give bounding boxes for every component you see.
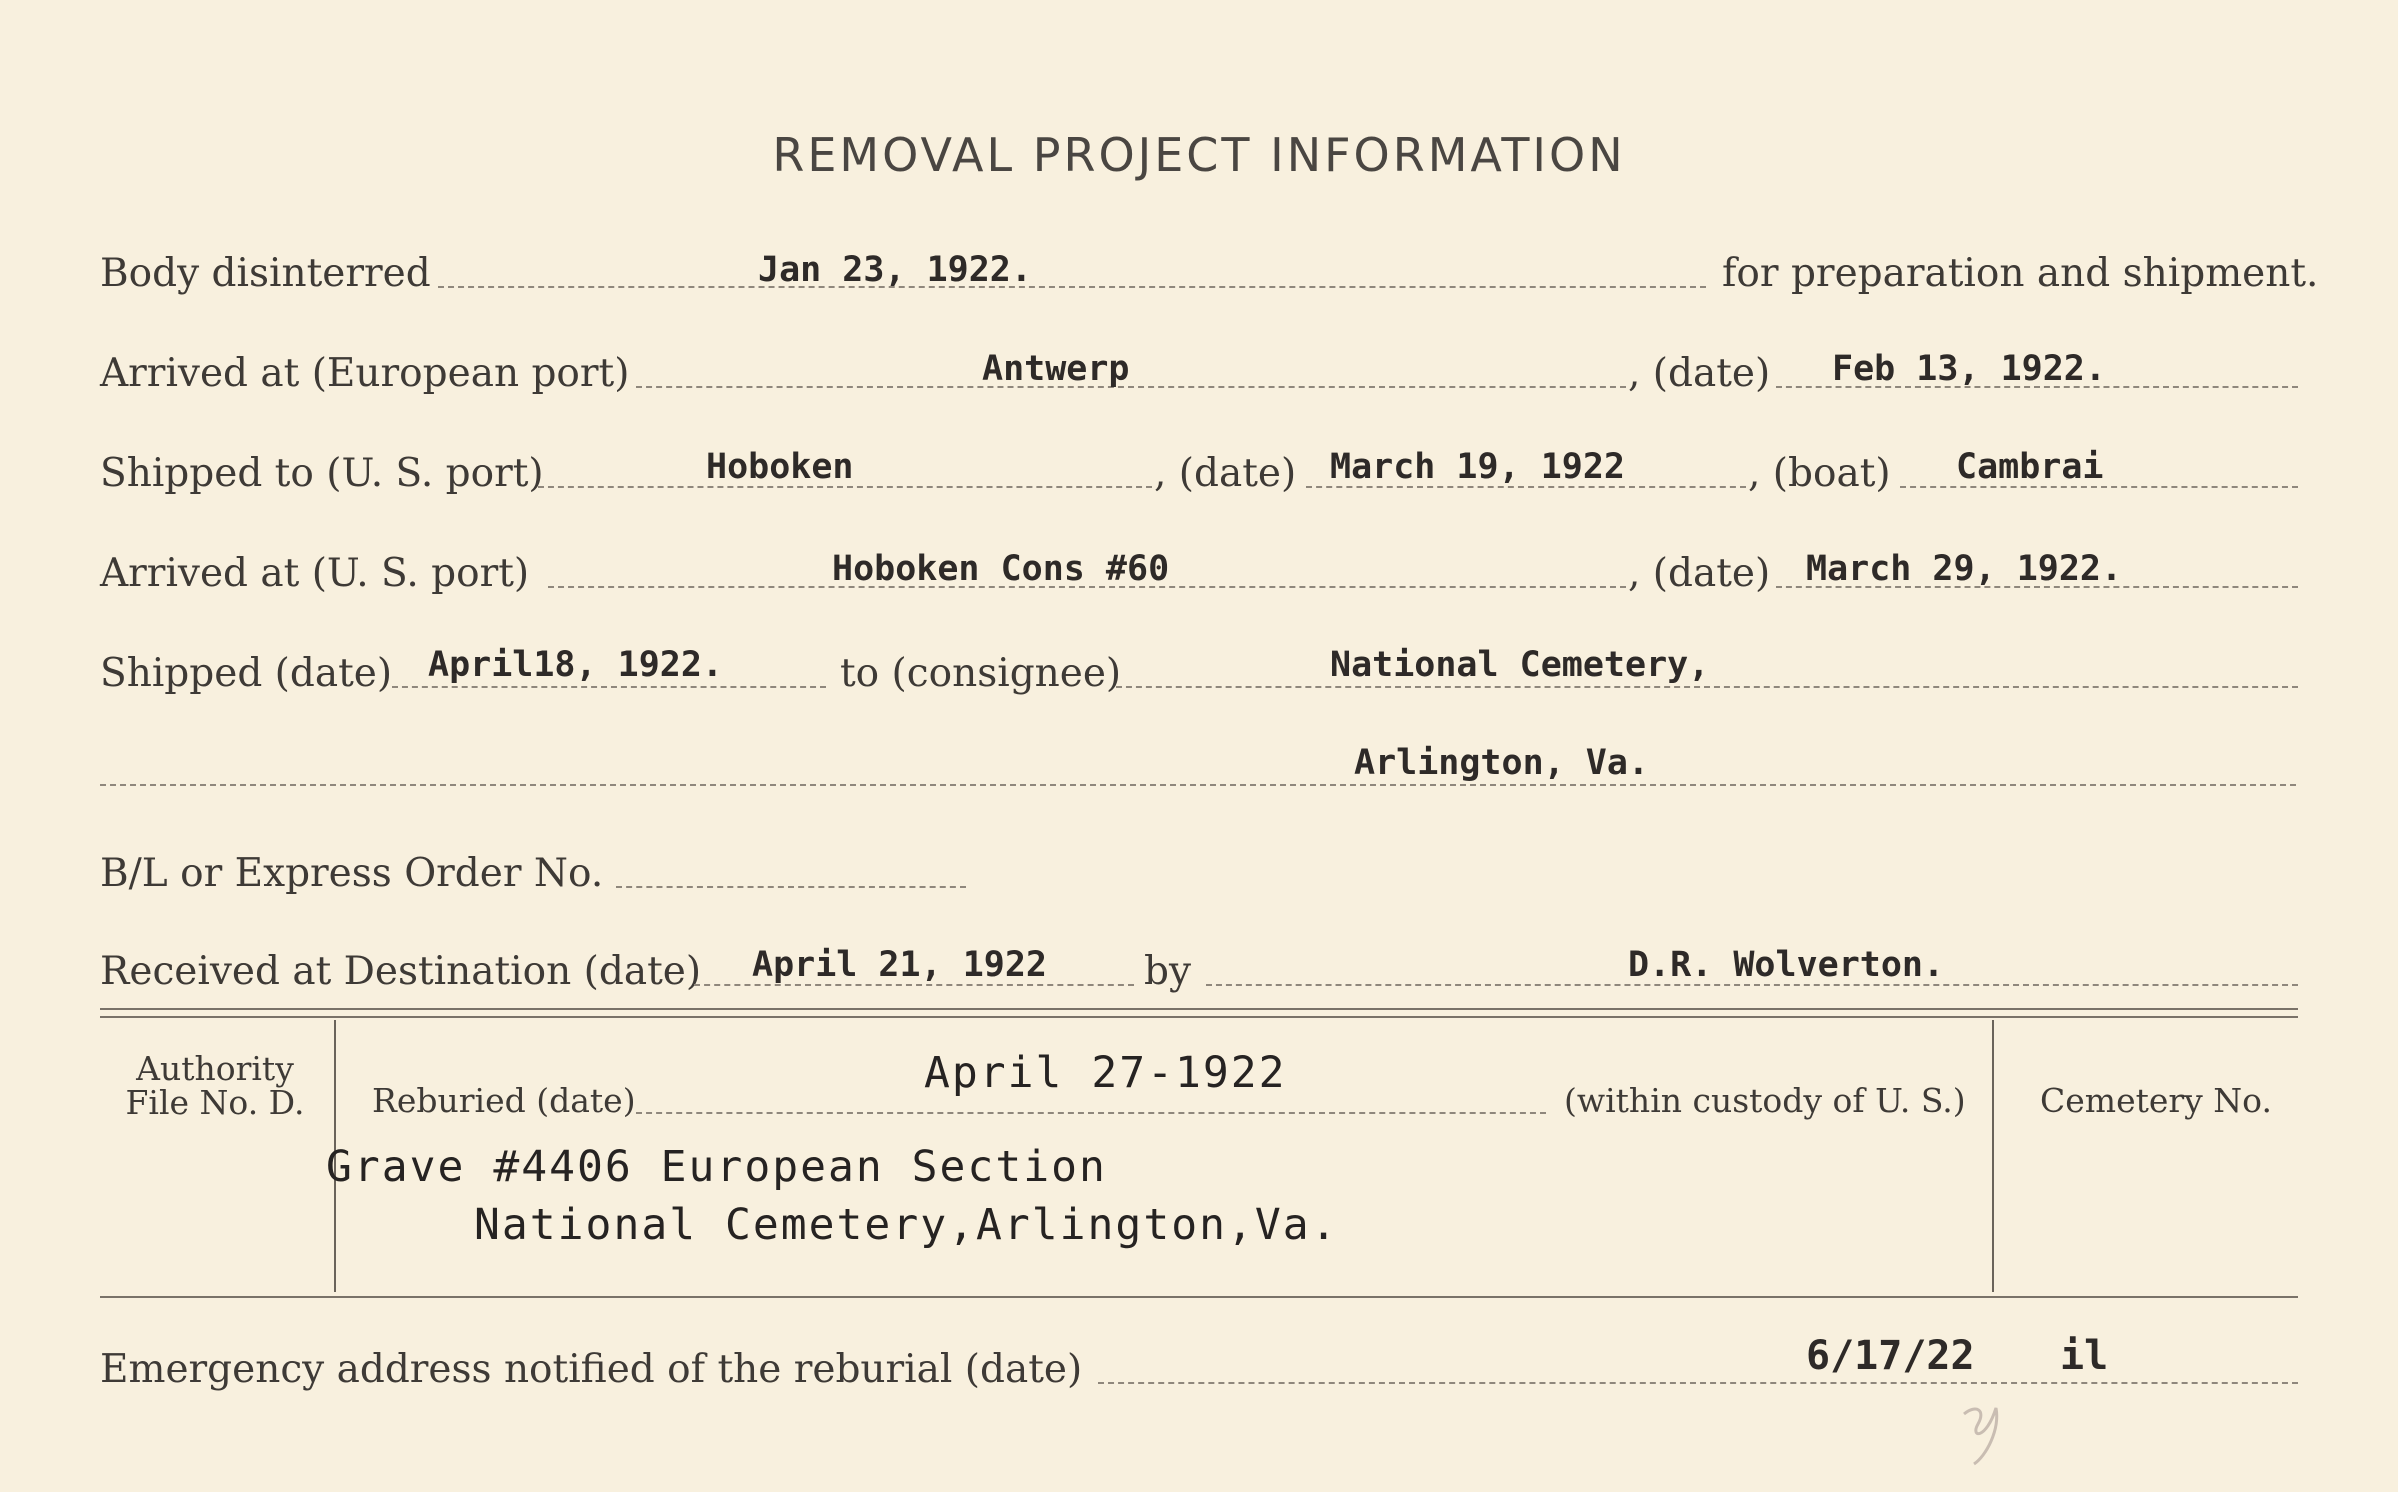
label-body-disinterred: Body disinterred	[100, 251, 431, 296]
field-line-consignee-continued	[100, 784, 2296, 786]
value-shipped-date[interactable]: March 19, 1922	[1330, 447, 1626, 487]
label-received-destination: Received at Destination (date)	[100, 949, 702, 994]
value-emergency-date[interactable]: 6/17/22	[1806, 1333, 1975, 1379]
label-arrived-european-port: Arrived at (European port)	[100, 351, 630, 396]
label-reburied-date: Reburied (date)	[372, 1081, 636, 1120]
label-date-3: , (date)	[1628, 551, 1771, 596]
value-us-arrived-date[interactable]: March 29, 1922.	[1806, 549, 2123, 589]
label-within-custody: (within custody of U. S.)	[1564, 1081, 1966, 1120]
value-european-port[interactable]: Antwerp	[982, 349, 1130, 389]
field-line-emergency-date	[1098, 1382, 2298, 1384]
label-authority: Authority	[136, 1049, 294, 1088]
label-bl-order: B/L or Express Order No.	[100, 851, 604, 896]
value-grave-line1[interactable]: Grave #4406 European Section	[326, 1142, 1107, 1192]
label-to-consignee: to (consignee)	[840, 651, 1122, 696]
field-line-disinterred	[438, 286, 1706, 288]
label-shipped-to-us-port: Shipped to (U. S. port)	[100, 451, 544, 496]
value-received-date[interactable]: April 21, 1922	[752, 945, 1048, 985]
divider-top-1	[100, 1008, 2298, 1010]
label-date-1: , (date)	[1628, 351, 1771, 396]
value-consignee-line1[interactable]: National Cemetery,	[1330, 645, 1710, 685]
divider-top-2	[100, 1016, 2298, 1018]
field-line-reburied-date	[636, 1112, 1546, 1114]
value-us-port-arrived[interactable]: Hoboken Cons #60	[832, 549, 1170, 589]
label-by: by	[1144, 949, 1191, 994]
field-line-european-port	[636, 386, 1626, 388]
field-line-shipped-out-date	[392, 686, 826, 688]
label-file-no: File No. D.	[125, 1083, 305, 1122]
label-emergency-address: Emergency address notified of the reburial (date)	[100, 1347, 1083, 1392]
page-title: REMOVAL PROJECT INFORMATION	[772, 128, 1626, 182]
field-line-bl-order	[616, 886, 966, 888]
value-received-by[interactable]: D.R. Wolverton.	[1628, 945, 1945, 985]
label-for-preparation: for preparation and shipment.	[1722, 251, 2319, 296]
label-arrived-us-port: Arrived at (U. S. port)	[100, 551, 530, 596]
value-disinterred-date[interactable]: Jan 23, 1922.	[758, 250, 1032, 290]
value-us-port-shipped[interactable]: Hoboken	[706, 447, 854, 487]
label-shipped-date: Shipped (date)	[100, 651, 393, 696]
pencil-mark-icon	[1956, 1400, 2016, 1470]
value-reburied-date[interactable]: April 27-1922	[924, 1048, 1287, 1098]
label-date-2: , (date)	[1154, 451, 1297, 496]
field-line-consignee	[1116, 686, 2298, 688]
value-emergency-initials[interactable]: il	[2060, 1333, 2109, 1379]
label-cemetery-no: Cemetery No.	[2040, 1081, 2272, 1120]
value-grave-line2[interactable]: National Cemetery,Arlington,Va.	[474, 1200, 1339, 1250]
divider-bottom	[100, 1296, 2298, 1298]
value-european-port-date[interactable]: Feb 13, 1922.	[1832, 349, 2106, 389]
value-consignee-line2[interactable]: Arlington, Va.	[1354, 743, 1650, 783]
value-boat[interactable]: Cambrai	[1956, 447, 2104, 487]
label-boat: , (boat)	[1748, 451, 1891, 496]
divider-right	[1992, 1020, 1994, 1292]
value-shipped-out-date[interactable]: April18, 1922.	[428, 645, 724, 685]
